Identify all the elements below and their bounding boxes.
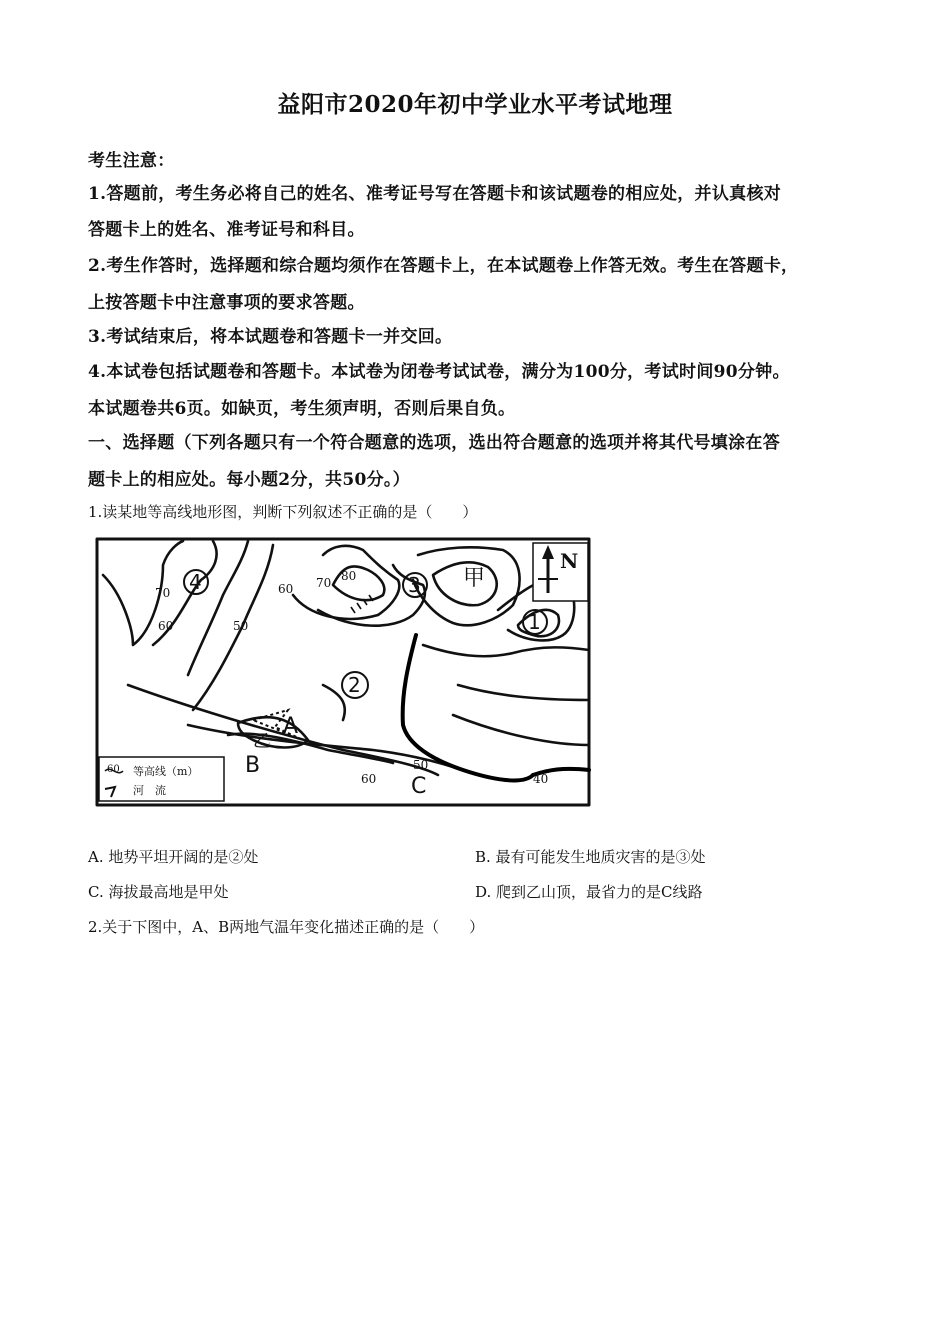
contour-label: 60 [278,582,294,596]
contour-label: 80 [341,569,357,583]
question-1-stem: 1.读某地等高线地形图，判断下列叙述不正确的是（ ） [88,503,478,521]
contour-line [323,685,345,720]
route-label-c: C [411,774,427,799]
contour-line [423,645,589,656]
legend-contour-label: 等高线（m） [133,765,199,778]
contour-label: 60 [158,619,174,633]
notice-line: 上按答题卡中注意事项的要求答题。 [88,293,365,313]
contour-label: 70 [155,586,171,600]
contour-label: 40 [533,772,549,786]
circled-2: 2 [348,673,361,697]
legend-river-label: 河 流 [133,784,166,797]
north-label: N [560,549,579,573]
contour-label: 50 [413,758,429,772]
notice-line: 1.答题前，考生务必将自己的姓名、准考证号写在答题卡和该试题卷的相应处，并认真核对 [88,184,782,204]
contour-line [453,715,589,745]
notice-line: 2.考生作答时，选择题和综合题均须作在答题卡上，在本试题卷上作答无效。考生在答题卡， [88,256,799,276]
contour-map [93,535,593,810]
option-d: D. 爬到乙山顶，最省力的是C线路 [475,883,703,901]
notice-line: 本试题卷共6页。如缺页，考生须声明，否则后果自负。 [88,399,516,419]
route-label-a: A [283,714,299,739]
option-b: B. 最有可能发生地质灾害的是③处 [475,848,706,866]
label-jia: 甲 [463,566,486,591]
notice-heading: 考生注意： [88,151,175,171]
option-a: A. 地势平坦开阔的是②处 [88,848,259,866]
circled-1: 1 [528,610,541,634]
notice-line: 3.考试结束后，将本试题卷和答题卡一并交回。 [88,327,453,347]
option-c: C. 海拔最高地是甲处 [88,883,229,901]
contour-label: 70 [316,576,332,590]
contour-line [458,685,589,700]
question-2-stem: 2.关于下图中，A、B两地气温年变化描述正确的是（ ） [88,918,485,936]
legend-contour-sample: 60 [107,764,120,775]
notice-line: 4.本试卷包括试题卷和答题卡。本试卷为闭卷考试试卷，满分为100分，考试时间90分钟。 [88,362,790,382]
section-heading: 一、选择题（下列各题只有一个符合题意的选项，选出符合题意的选项并将其代号填涂在答 [88,433,780,453]
circled-3: 3 [408,573,421,597]
circled-4: 4 [189,570,202,594]
contour-label: 50 [233,619,249,633]
section-heading-cont: 题卡上的相应处。每小题2分，共50分。） [88,470,410,490]
contour-label: 60 [361,772,377,786]
notice-line: 答题卡上的姓名、准考证号和科目。 [88,220,365,240]
label-yi: 乙 [253,731,271,752]
contour-line [188,541,248,675]
page-title: 益阳市2020年初中学业水平考试地理 [277,91,673,118]
north-arrow [533,543,588,601]
route-label-b: B [245,753,261,778]
map-legend [99,757,224,801]
